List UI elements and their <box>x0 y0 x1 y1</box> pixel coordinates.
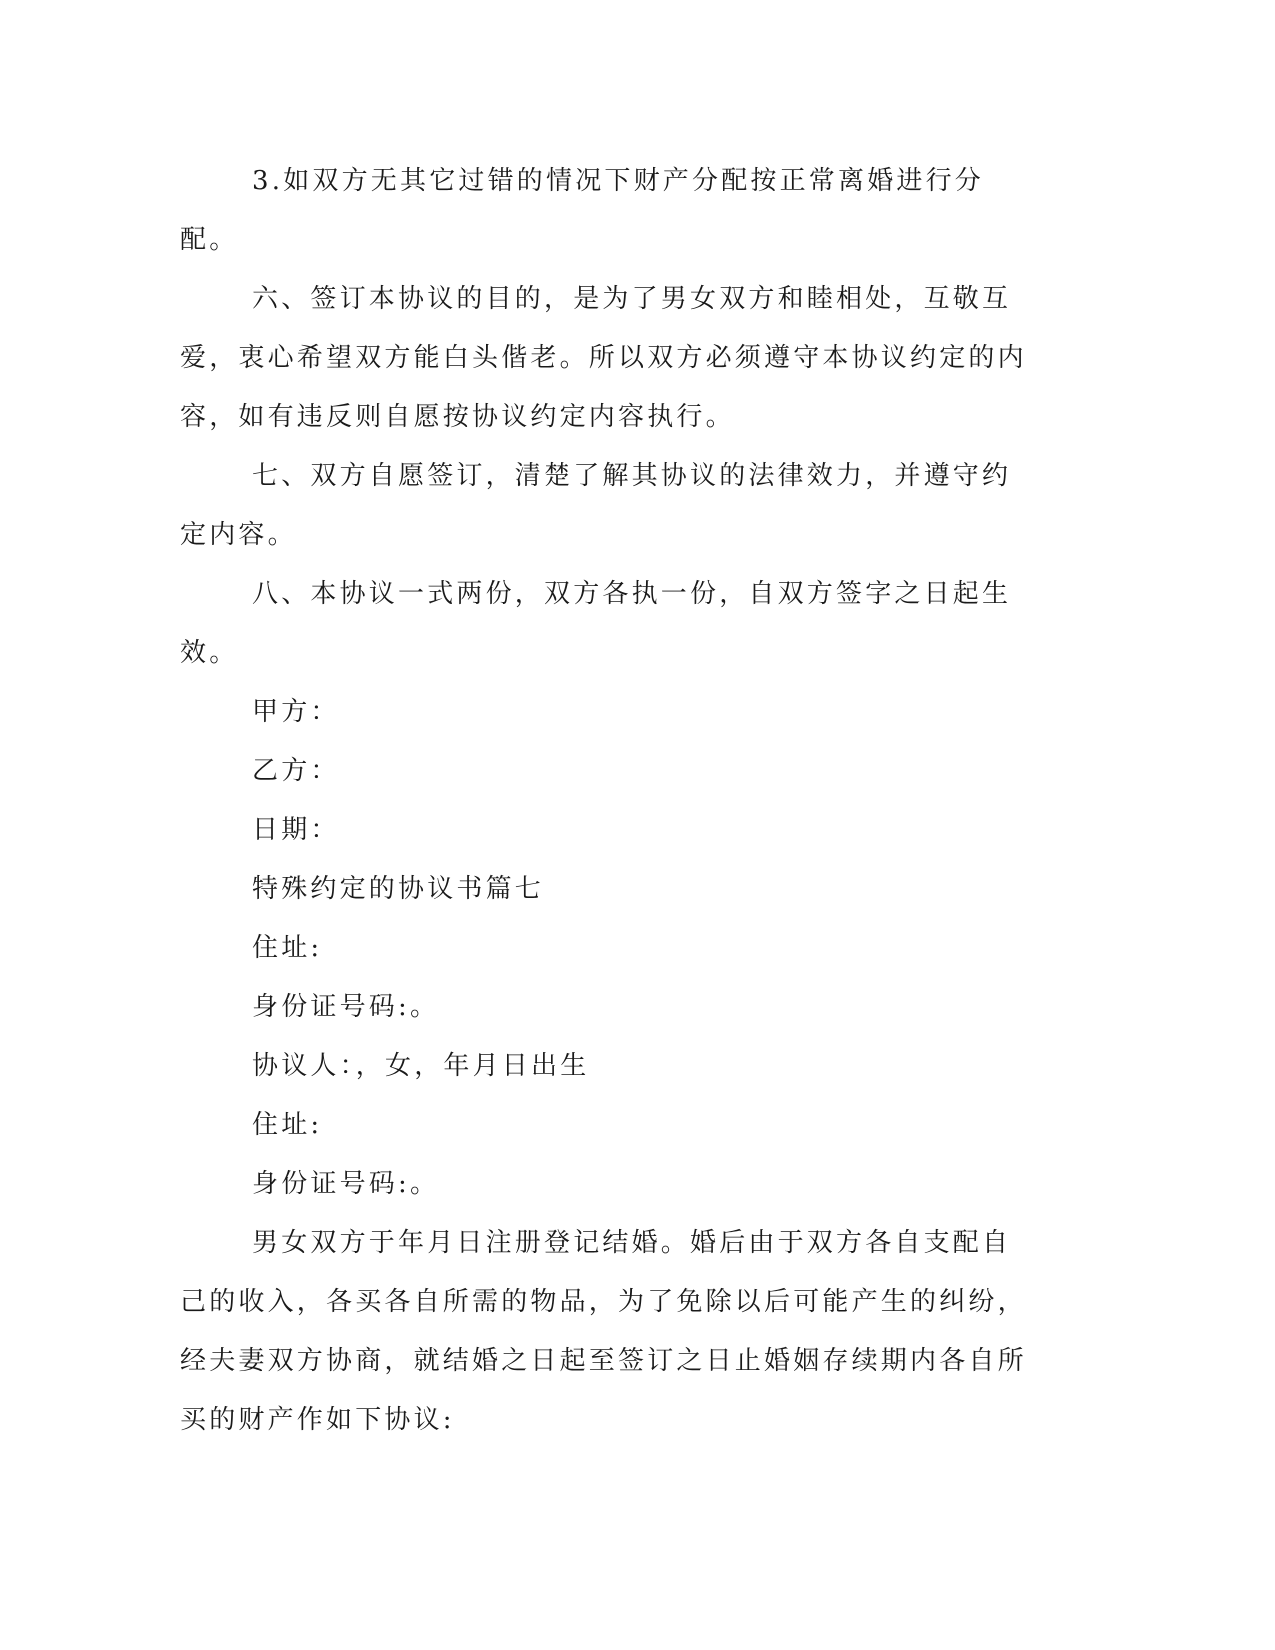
party-a-label: 甲方： <box>252 697 340 727</box>
id-number-label-2: 身份证号码:。 <box>252 1169 440 1199</box>
id-number-label-1: 身份证号码:。 <box>252 992 440 1022</box>
paragraph-article-six: 六、签订本协议的目的，是为了男女双方和睦相处，互敬互爱，衷心希望双方能白头偕老。所以双方必须遵守本协议约定的内容，如有违反则自愿按协议约定内容执行。 <box>180 284 1027 432</box>
paragraph-agreement-intro: 男女双方于年月日注册登记结婚。婚后由于双方各自支配自己的收入，各买各自所需的物品，为了免除以后可能产生的纠纷，经夫妻双方协商，就结婚之日起至签订之日止婚姻存续期内各自所买的财产作如下协议: <box>180 1228 1027 1435</box>
party-info-line: 协议人：，女，年月日出生 <box>252 1051 590 1081</box>
paragraph-article-seven: 七、双方自愿签订，清楚了解其协议的法律效力，并遵守约定内容。 <box>180 461 1012 550</box>
party-b-label: 乙方： <box>252 756 340 786</box>
paragraph-article-eight: 八、本协议一式两份，双方各执一份，自双方签字之日起生效。 <box>180 579 1012 668</box>
address-label-1: 住址: <box>252 933 323 963</box>
address-label-2: 住址: <box>252 1110 323 1140</box>
date-label: 日期： <box>252 815 340 845</box>
paragraph-property-division: 3.如双方无其它过错的情况下财产分配按正常离婚进行分配。 <box>180 166 985 255</box>
section-title: 特殊约定的协议书篇七 <box>252 874 545 904</box>
document-body <box>180 152 1040 1450</box>
